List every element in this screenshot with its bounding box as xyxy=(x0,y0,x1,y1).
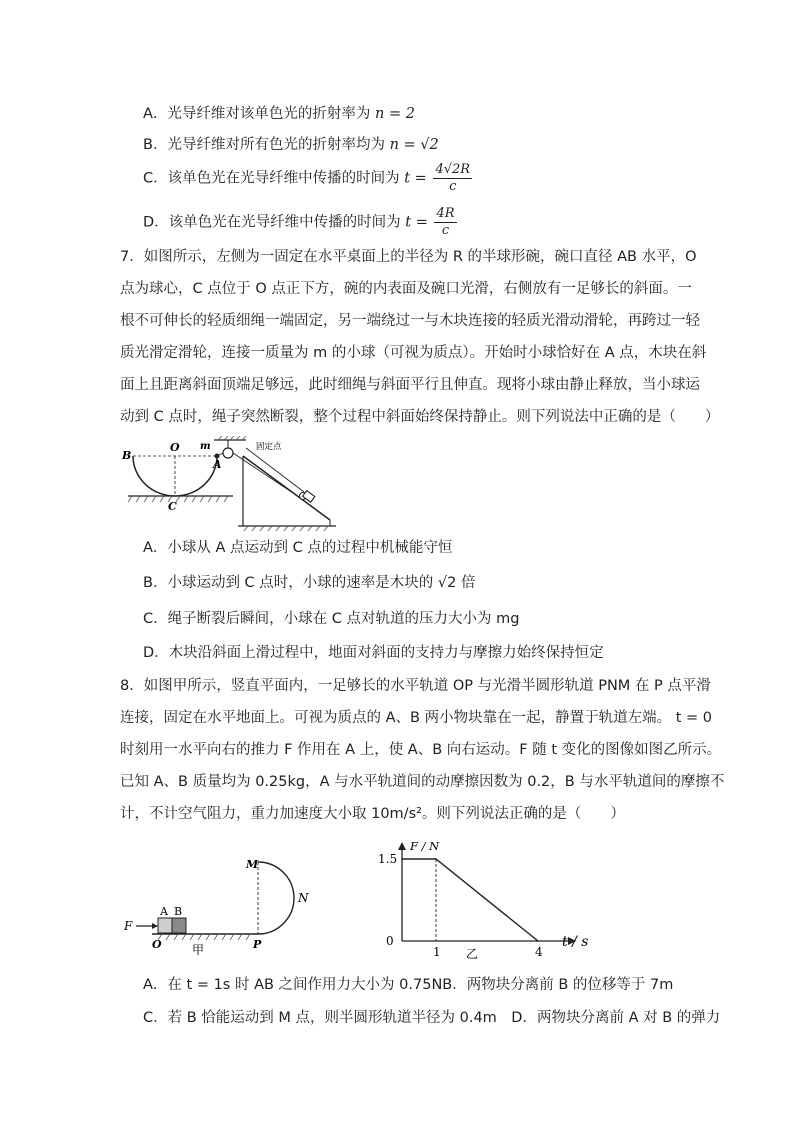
q8-label-a: A xyxy=(160,905,168,918)
q8-stem-line-4: 已知 A、B 质量均为 0.25kg，A 与水平轨道间的动摩擦因数为 0.2，B 与水平轨道间的摩擦不 xyxy=(120,774,725,790)
chart-point-2 xyxy=(537,940,539,942)
q7-stem-line-5: 面上且距离斜面顶端足够远，此时细绳与斜面平行且伸直。现将小球由静止释放，当小球运 xyxy=(120,377,700,393)
q7-option-c: C．绳子断裂后瞬间，小球在 C 点对轨道的压力大小为 mg xyxy=(143,611,520,627)
q7-rope-parallel-2 xyxy=(246,448,304,492)
q8-block-b xyxy=(172,918,186,933)
q6-option-c: C．该单色光在光导纤维中传播的时间为 t = $\frac{4√2R}{c}$ xyxy=(143,162,471,194)
q7-stem-line-1: 7．如图所示，左侧为一固定在水平桌面上的半径为 R 的半球形碗，碗口直径 AB 水平，O xyxy=(120,249,697,265)
q7-stem-line-6: 动到 C 点时，绳子突然断裂，整个过程中斜面始终保持静止。则下列说法中正确的是（ ） xyxy=(120,409,720,425)
q6-option-c-fraction: $\frac{4√2R}{c}$ xyxy=(435,162,471,194)
q8-label-p: P xyxy=(253,938,262,951)
q8-stem-line-3: 时刻用一水平向右的推力 F 作用在 A 上，使 A、B 向右运动。F 随 t 变化的图像如图乙所示。 xyxy=(120,742,722,758)
chart-x-tick-4: 4 xyxy=(535,945,543,959)
q7-figure xyxy=(118,436,368,532)
q6-option-d-fraction: $\frac{4R}{c}$ xyxy=(436,206,455,238)
chart-origin-label: 0 xyxy=(386,934,394,948)
chart-caption: 乙 xyxy=(466,947,479,961)
q7-incline-surface xyxy=(243,456,330,520)
q8-label-m: M xyxy=(246,858,259,871)
q8-label-b: B xyxy=(174,905,183,918)
q6-option-a: A．光导纤维对该单色光的折射率为 n = 2 xyxy=(143,106,415,122)
q8-label-f: F xyxy=(124,919,133,933)
q8-figure-yi-chart xyxy=(370,834,600,964)
q7-label-b: B xyxy=(122,449,132,462)
q7-label-fixed-point: 固定点 xyxy=(256,442,282,452)
q7-label-c: C xyxy=(168,500,177,513)
q8-stem-line-5: 计，不计空气阻力，重力加速度大小取 10m/s²。则下列说法正确的是（ ） xyxy=(120,806,625,822)
q7-option-d: D．木块沿斜面上滑过程中，地面对斜面的支持力与摩擦力始终保持恒定 xyxy=(143,645,604,661)
q7-fixed-pulley xyxy=(223,448,233,458)
chart-y-label: F / N xyxy=(410,839,440,853)
q8-stem-line-2: 连接，固定在水平地面上。可视为质点的 A、B 两小物块靠在一起，静置于轨道左端。 t = 0 xyxy=(120,710,712,726)
q7-option-b: B．小球运动到 C 点时，小球的速率是木块的 √2 倍 xyxy=(143,575,476,591)
q8-label-n: N xyxy=(298,891,309,905)
q6-option-a-math: n = 2 xyxy=(375,106,415,122)
q7-label-m: m xyxy=(200,441,211,452)
q7-label-o: O xyxy=(170,441,180,454)
chart-x-tick-1: 1 xyxy=(433,945,441,959)
chart-series-line-f xyxy=(402,859,538,941)
q8-option-ab: A．在 t = 1s 时 AB 之间作用力大小为 0.75NB．两物块分离前 B 的位移等于 7m xyxy=(143,977,674,993)
q6-option-b: B．光导纤维对所有色光的折射率均为 n = √2 xyxy=(143,137,439,153)
q6-option-b-math: n = √2 xyxy=(389,137,439,153)
chart-y-arrow xyxy=(398,842,406,850)
chart-x-label: t / s xyxy=(562,934,589,950)
q8-caption-jia: 甲 xyxy=(192,943,205,957)
q7-stem-line-3: 根不可伸长的轻质细绳一端固定，另一端绕过一与木块连接的轻质光滑动滑轮，再跨过一轻 xyxy=(120,313,700,329)
q8-stem-line-1: 8．如图甲所示，竖直平面内，一足够长的水平轨道 OP 与光滑半圆形轨道 PNM 在 P 点平滑 xyxy=(120,678,711,694)
q8-block-a xyxy=(158,918,172,933)
q8-option-cd: C．若 B 恰能运动到 M 点，则半圆形轨道半径为 0.4m D．两物块分离前 A 对 B 的弹力 xyxy=(143,1010,721,1026)
q6-option-d: D．该单色光在光导纤维中传播的时间为 t = $\frac{4R}{c}$ xyxy=(143,206,455,238)
chart-y-tick-1-5: 1.5 xyxy=(378,852,398,866)
q7-label-a: A xyxy=(213,458,222,471)
chart-point-0 xyxy=(401,858,403,860)
q7-stem-line-2: 点为球心，C 点位于 O 点正下方，碗的内表面及碗口光滑，右侧放有一足够长的斜面。一 xyxy=(120,281,692,297)
q7-option-a: A．小球从 A 点运动到 C 点的过程中机械能守恒 xyxy=(143,540,453,556)
q8-figure-jia xyxy=(122,850,322,960)
q8-label-o: O xyxy=(152,938,162,951)
q8-semicircle-track xyxy=(258,862,294,934)
q7-stem-line-4: 质光滑定滑轮，连接一质量为 m 的小球（可视为质点）。开始时小球恰好在 A 点，木块在斜 xyxy=(120,345,707,361)
